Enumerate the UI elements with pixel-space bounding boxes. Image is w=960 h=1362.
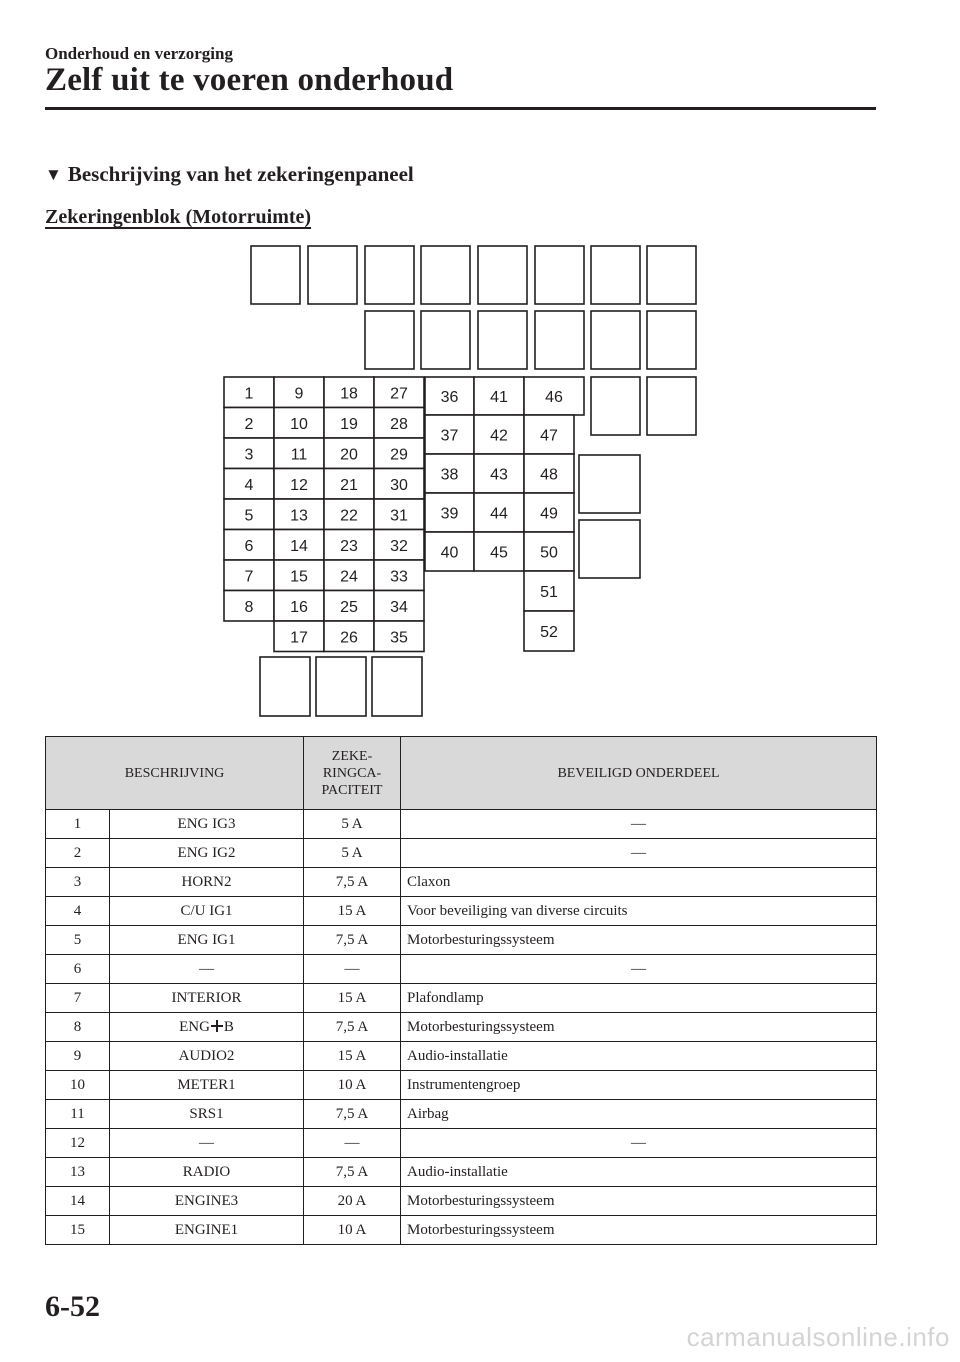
relay-slot (260, 657, 310, 716)
protected-part-cell-text: ― (631, 815, 647, 832)
fuse-label: 50 (540, 544, 558, 562)
fuse-number-cell-text: 4 (73, 902, 82, 919)
fuse-label: 31 (390, 507, 408, 525)
fuse-capacity-cell (304, 810, 401, 839)
fuse-number-cell (46, 839, 110, 868)
relay-slot (579, 520, 640, 578)
fuse-number-cell-text: 9 (73, 1047, 82, 1064)
fuse-label: 22 (340, 507, 358, 525)
fuse-description-cell-text: ENG IG1 (177, 931, 236, 948)
protected-part-cell (401, 984, 877, 1013)
fuse-number-cell-text: 7 (73, 989, 82, 1006)
relay-slot (591, 311, 640, 369)
header-capacity-line2: RINGCA- (322, 765, 382, 781)
fuse-number-cell (46, 955, 110, 984)
fuse-number-cell-text: 13 (70, 1163, 85, 1180)
fuse-capacity-cell-text: 5 A (341, 844, 363, 861)
fuse-number-cell-text: 3 (73, 873, 82, 890)
page-title: Zelf uit te voeren onderhoud (45, 62, 454, 98)
protected-part-cell (401, 1013, 877, 1042)
fuse-label: 30 (390, 476, 408, 494)
protected-part-cell (401, 897, 877, 926)
relay-slot (647, 246, 696, 304)
fuse-number-cell-text: 14 (70, 1192, 85, 1209)
fuse-description-cell-text: HORN2 (181, 873, 232, 890)
fuse-capacity-cell (304, 897, 401, 926)
relay-slot (421, 246, 470, 304)
fuse-number-cell (46, 1100, 110, 1129)
protected-part-cell-text: ― (631, 960, 647, 977)
fuse-label: 44 (490, 505, 508, 523)
fuse-description-cell (110, 1100, 304, 1129)
fuse-label: 17 (290, 629, 308, 647)
table-row (46, 1013, 877, 1042)
relay-slot (579, 455, 640, 513)
fuse-label: 5 (244, 507, 254, 525)
fuse-number-cell (46, 897, 110, 926)
protected-part-cell-text: Instrumentengroep (407, 1076, 521, 1093)
relay-slot (591, 377, 640, 435)
fuse-number-cell (46, 1013, 110, 1042)
fuse-capacity-cell-text: ― (344, 960, 360, 977)
relay-slot (535, 311, 584, 369)
table-row (46, 984, 877, 1013)
fuse-label: 51 (540, 584, 558, 601)
protected-part-cell-text: Audio-installatie (407, 1163, 508, 1180)
protected-part-cell-text: Motorbesturingssysteem (407, 1018, 555, 1035)
fuse-label: 38 (440, 466, 459, 484)
table-header-row (46, 737, 877, 810)
table-row (46, 926, 877, 955)
fuse-label: 6 (244, 537, 254, 555)
fuse-description-cell (110, 897, 304, 926)
protected-part-cell-text: ― (631, 844, 647, 861)
fuse-description-cell-text: SRS1 (189, 1105, 224, 1122)
relay-slot (478, 246, 527, 304)
fuse-number-cell (46, 984, 110, 1013)
fuse-description-cell (110, 810, 304, 839)
fuse-label: 28 (390, 415, 408, 433)
fuse-capacity-cell-text: 7,5 A (335, 873, 369, 890)
fuse-label: 40 (440, 544, 459, 562)
fuse-capacity-cell (304, 1042, 401, 1071)
fuse-capacity-cell-text: 5 A (341, 815, 363, 832)
page-number: 6-52 (45, 1290, 100, 1323)
protected-part-cell (401, 1071, 877, 1100)
fuse-capacity-cell-text: 20 A (337, 1192, 367, 1209)
fuse-label: 7 (244, 568, 254, 586)
protected-part-cell-text: Audio-installatie (407, 1047, 508, 1064)
table-row (46, 1216, 877, 1245)
fuse-capacity-cell-text: 10 A (337, 1076, 367, 1093)
fuse-description-cell (110, 1042, 304, 1071)
fuse-capacity-cell-text: 15 A (337, 902, 367, 919)
fuse-number-cell-text: 15 (70, 1221, 85, 1238)
fuse-number-cell (46, 926, 110, 955)
protected-part-cell-text: ― (631, 1134, 647, 1151)
fuse-capacity-cell-text: 7,5 A (335, 931, 369, 948)
fuse-label: 9 (294, 385, 304, 403)
fuse-label: 41 (490, 389, 508, 406)
fuse-label: 27 (390, 385, 408, 403)
fuse-label: 18 (340, 385, 358, 403)
fuse-number-cell-text: 10 (70, 1076, 85, 1093)
fuse-number-cell (46, 1129, 110, 1158)
fuse-number-cell (46, 810, 110, 839)
table-row (46, 897, 877, 926)
fuse-capacity-cell-text: 15 A (337, 989, 367, 1006)
fuse-capacity-cell-text: 15 A (337, 1047, 367, 1064)
fuse-number-cell-text: 5 (73, 931, 82, 948)
protected-part-cell-text: Motorbesturingssysteem (407, 1192, 555, 1209)
fuse-number-cell (46, 1187, 110, 1216)
relay-slot (421, 311, 470, 369)
fuse-capacity-cell-text: 7,5 A (335, 1163, 369, 1180)
fuse-label: 26 (340, 629, 358, 647)
fuse-description-cell (110, 1071, 304, 1100)
fuse-description-cell-text: ENGINE1 (174, 1221, 239, 1238)
fuse-label: 20 (340, 446, 358, 464)
fuse-number-cell (46, 1216, 110, 1245)
fuse-capacity-cell (304, 955, 401, 984)
fuse-label: 47 (540, 427, 558, 445)
sub-heading-text: Beschrijving van het zekeringenpaneel (67, 162, 414, 186)
protected-part-cell (401, 1187, 877, 1216)
protected-part-cell (401, 1158, 877, 1187)
fuse-label: 12 (290, 476, 308, 494)
fuse-description-cell-text: ENGINE3 (174, 1192, 239, 1209)
fuse-description-cell (110, 955, 304, 984)
plus-icon (211, 1020, 223, 1032)
fuse-label: 19 (340, 415, 358, 433)
fuse-capacity-cell (304, 984, 401, 1013)
fuse-number-cell-text: 1 (73, 815, 82, 832)
fuse-table (45, 736, 877, 1245)
table-row (46, 810, 877, 839)
fuse-number-cell-text: 12 (70, 1134, 85, 1151)
header-description: BESCHRIJVING (46, 737, 304, 810)
fuse-capacity-cell (304, 1100, 401, 1129)
header-capacity-line1: ZEKE- (331, 748, 373, 764)
relay-slot (591, 246, 640, 304)
fuse-description-cell-text: ENG IG2 (177, 844, 236, 861)
fuse-label: 33 (390, 568, 408, 586)
fuse-description-cell-text: ENG (179, 1018, 210, 1035)
protected-part-cell (401, 810, 877, 839)
fuse-capacity-cell (304, 926, 401, 955)
fuse-number-cell-text: 8 (73, 1018, 82, 1035)
fuse-description-cell (110, 984, 304, 1013)
fuse-label: 32 (390, 537, 408, 555)
fuse-capacity-cell-text: 7,5 A (335, 1018, 369, 1035)
fuse-capacity-cell (304, 1071, 401, 1100)
fuse-capacity-cell (304, 1013, 401, 1042)
header-capacity (304, 737, 401, 810)
fuse-label: 1 (244, 385, 254, 403)
relay-slot (478, 311, 527, 369)
fuse-label: 8 (244, 598, 254, 616)
fuse-number-cell (46, 1158, 110, 1187)
fuse-label: 37 (440, 427, 459, 445)
protected-part-cell-text: Motorbesturingssysteem (407, 1221, 555, 1238)
fuse-description-cell (110, 1129, 304, 1158)
fuse-label: 48 (540, 466, 558, 484)
fuse-label: 14 (290, 537, 308, 555)
fuse-description-cell-text: ENG IG3 (177, 815, 236, 832)
fuse-label: 43 (490, 466, 508, 484)
fuse-description-cell-text: AUDIO2 (178, 1047, 235, 1064)
table-row (46, 1187, 877, 1216)
fuse-description-cell-text: INTERIOR (171, 989, 242, 1006)
protected-part-cell (401, 868, 877, 897)
fuse-description-suffix: B (223, 1018, 234, 1035)
protected-part-cell (401, 1100, 877, 1129)
fuse-capacity-cell (304, 1216, 401, 1245)
fuse-label: 35 (390, 629, 408, 647)
fuse-label: 11 (290, 446, 308, 464)
fuse-label: 42 (490, 427, 508, 445)
fuse-label: 24 (340, 568, 358, 586)
fuse-description-cell (110, 926, 304, 955)
protected-part-cell (401, 839, 877, 868)
protected-part-cell (401, 1129, 877, 1158)
relay-slot (316, 657, 366, 716)
fuse-description-cell (110, 1158, 304, 1187)
relay-slot (365, 311, 414, 369)
fuse-description-cell-text: METER1 (177, 1076, 236, 1093)
protected-part-cell-text: Motorbesturingssysteem (407, 931, 555, 948)
fuse-label: 52 (540, 624, 558, 641)
fuse-label: 39 (440, 505, 459, 523)
table-row (46, 868, 877, 897)
fuse-label: 15 (290, 568, 308, 586)
fuse-number-cell-text: 6 (73, 960, 82, 977)
fuse-description-cell (110, 868, 304, 897)
relay-slot (647, 377, 696, 435)
fuse-number-cell-text: 11 (70, 1105, 85, 1122)
protected-part-cell (401, 926, 877, 955)
table-row (46, 1158, 877, 1187)
fuse-capacity-cell-text: 7,5 A (335, 1105, 369, 1122)
fuse-label: 16 (290, 598, 308, 616)
triangle-down-icon: ▼ (45, 165, 62, 184)
protected-part-cell-text: Claxon (407, 873, 451, 890)
table-row (46, 839, 877, 868)
fuse-label: 23 (340, 537, 358, 555)
protected-part-cell (401, 1216, 877, 1245)
table-row (46, 1042, 877, 1071)
fuse-description-cell (110, 1216, 304, 1245)
section-label: Onderhoud en verzorging (45, 44, 233, 63)
protected-part-cell (401, 1042, 877, 1071)
fuse-capacity-cell (304, 1187, 401, 1216)
fuse-label: 10 (290, 415, 308, 433)
fuse-capacity-cell-text: 10 A (337, 1221, 367, 1238)
block-heading: Zekeringenblok (Motorruimte) (45, 206, 312, 228)
fuse-label: 2 (244, 415, 254, 433)
fuse-label: 45 (490, 544, 508, 562)
relay-slot (647, 311, 696, 369)
header-protected-part: BEVEILIGD ONDERDEEL (401, 737, 877, 810)
fuse-label: 46 (545, 389, 563, 406)
fuse-number-cell (46, 1071, 110, 1100)
fuse-label: 21 (340, 476, 358, 494)
fuse-capacity-cell-text: ― (344, 1134, 360, 1151)
table-row (46, 1100, 877, 1129)
watermark: carmanualsonline.info (686, 1322, 950, 1352)
relay-slot (251, 246, 300, 304)
table-row (46, 1071, 877, 1100)
fuse-description-cell (110, 839, 304, 868)
fuse-label: 13 (290, 507, 308, 525)
table-row (46, 1129, 877, 1158)
fuse-label: 49 (540, 505, 558, 523)
relay-slot (308, 246, 357, 304)
header-capacity-line3: PACITEIT (321, 782, 383, 798)
fuse-description-cell-text: RADIO (182, 1163, 231, 1180)
fuse-capacity-cell (304, 839, 401, 868)
fuse-capacity-cell (304, 868, 401, 897)
fuse-description-cell-text: C/U IG1 (180, 902, 233, 919)
relay-slot (535, 246, 584, 304)
fuse-label: 36 (440, 389, 459, 406)
relay-slot (365, 246, 414, 304)
protected-part-cell-text: Plafondlamp (407, 989, 484, 1006)
fuse-number-cell (46, 868, 110, 897)
fuse-description-cell (110, 1187, 304, 1216)
fuse-label: 3 (244, 446, 254, 464)
fuse-label: 34 (390, 598, 408, 616)
protected-part-cell (401, 955, 877, 984)
relay-slot (372, 657, 422, 716)
fuse-description-cell-text: ― (199, 1134, 214, 1151)
fuse-number-cell-text: 2 (73, 844, 82, 861)
fuse-capacity-cell (304, 1158, 401, 1187)
protected-part-cell-text: Voor beveiliging van diverse circuits (407, 902, 628, 919)
fuse-description-cell (110, 1013, 304, 1042)
fuse-label: 4 (244, 476, 254, 494)
fuse-capacity-cell (304, 1129, 401, 1158)
table-row (46, 955, 877, 984)
fuse-label: 25 (340, 598, 358, 616)
protected-part-cell-text: Airbag (407, 1105, 449, 1122)
fuse-label: 29 (390, 446, 408, 464)
fuse-number-cell (46, 1042, 110, 1071)
fuse-description-cell-text: ― (199, 960, 214, 977)
